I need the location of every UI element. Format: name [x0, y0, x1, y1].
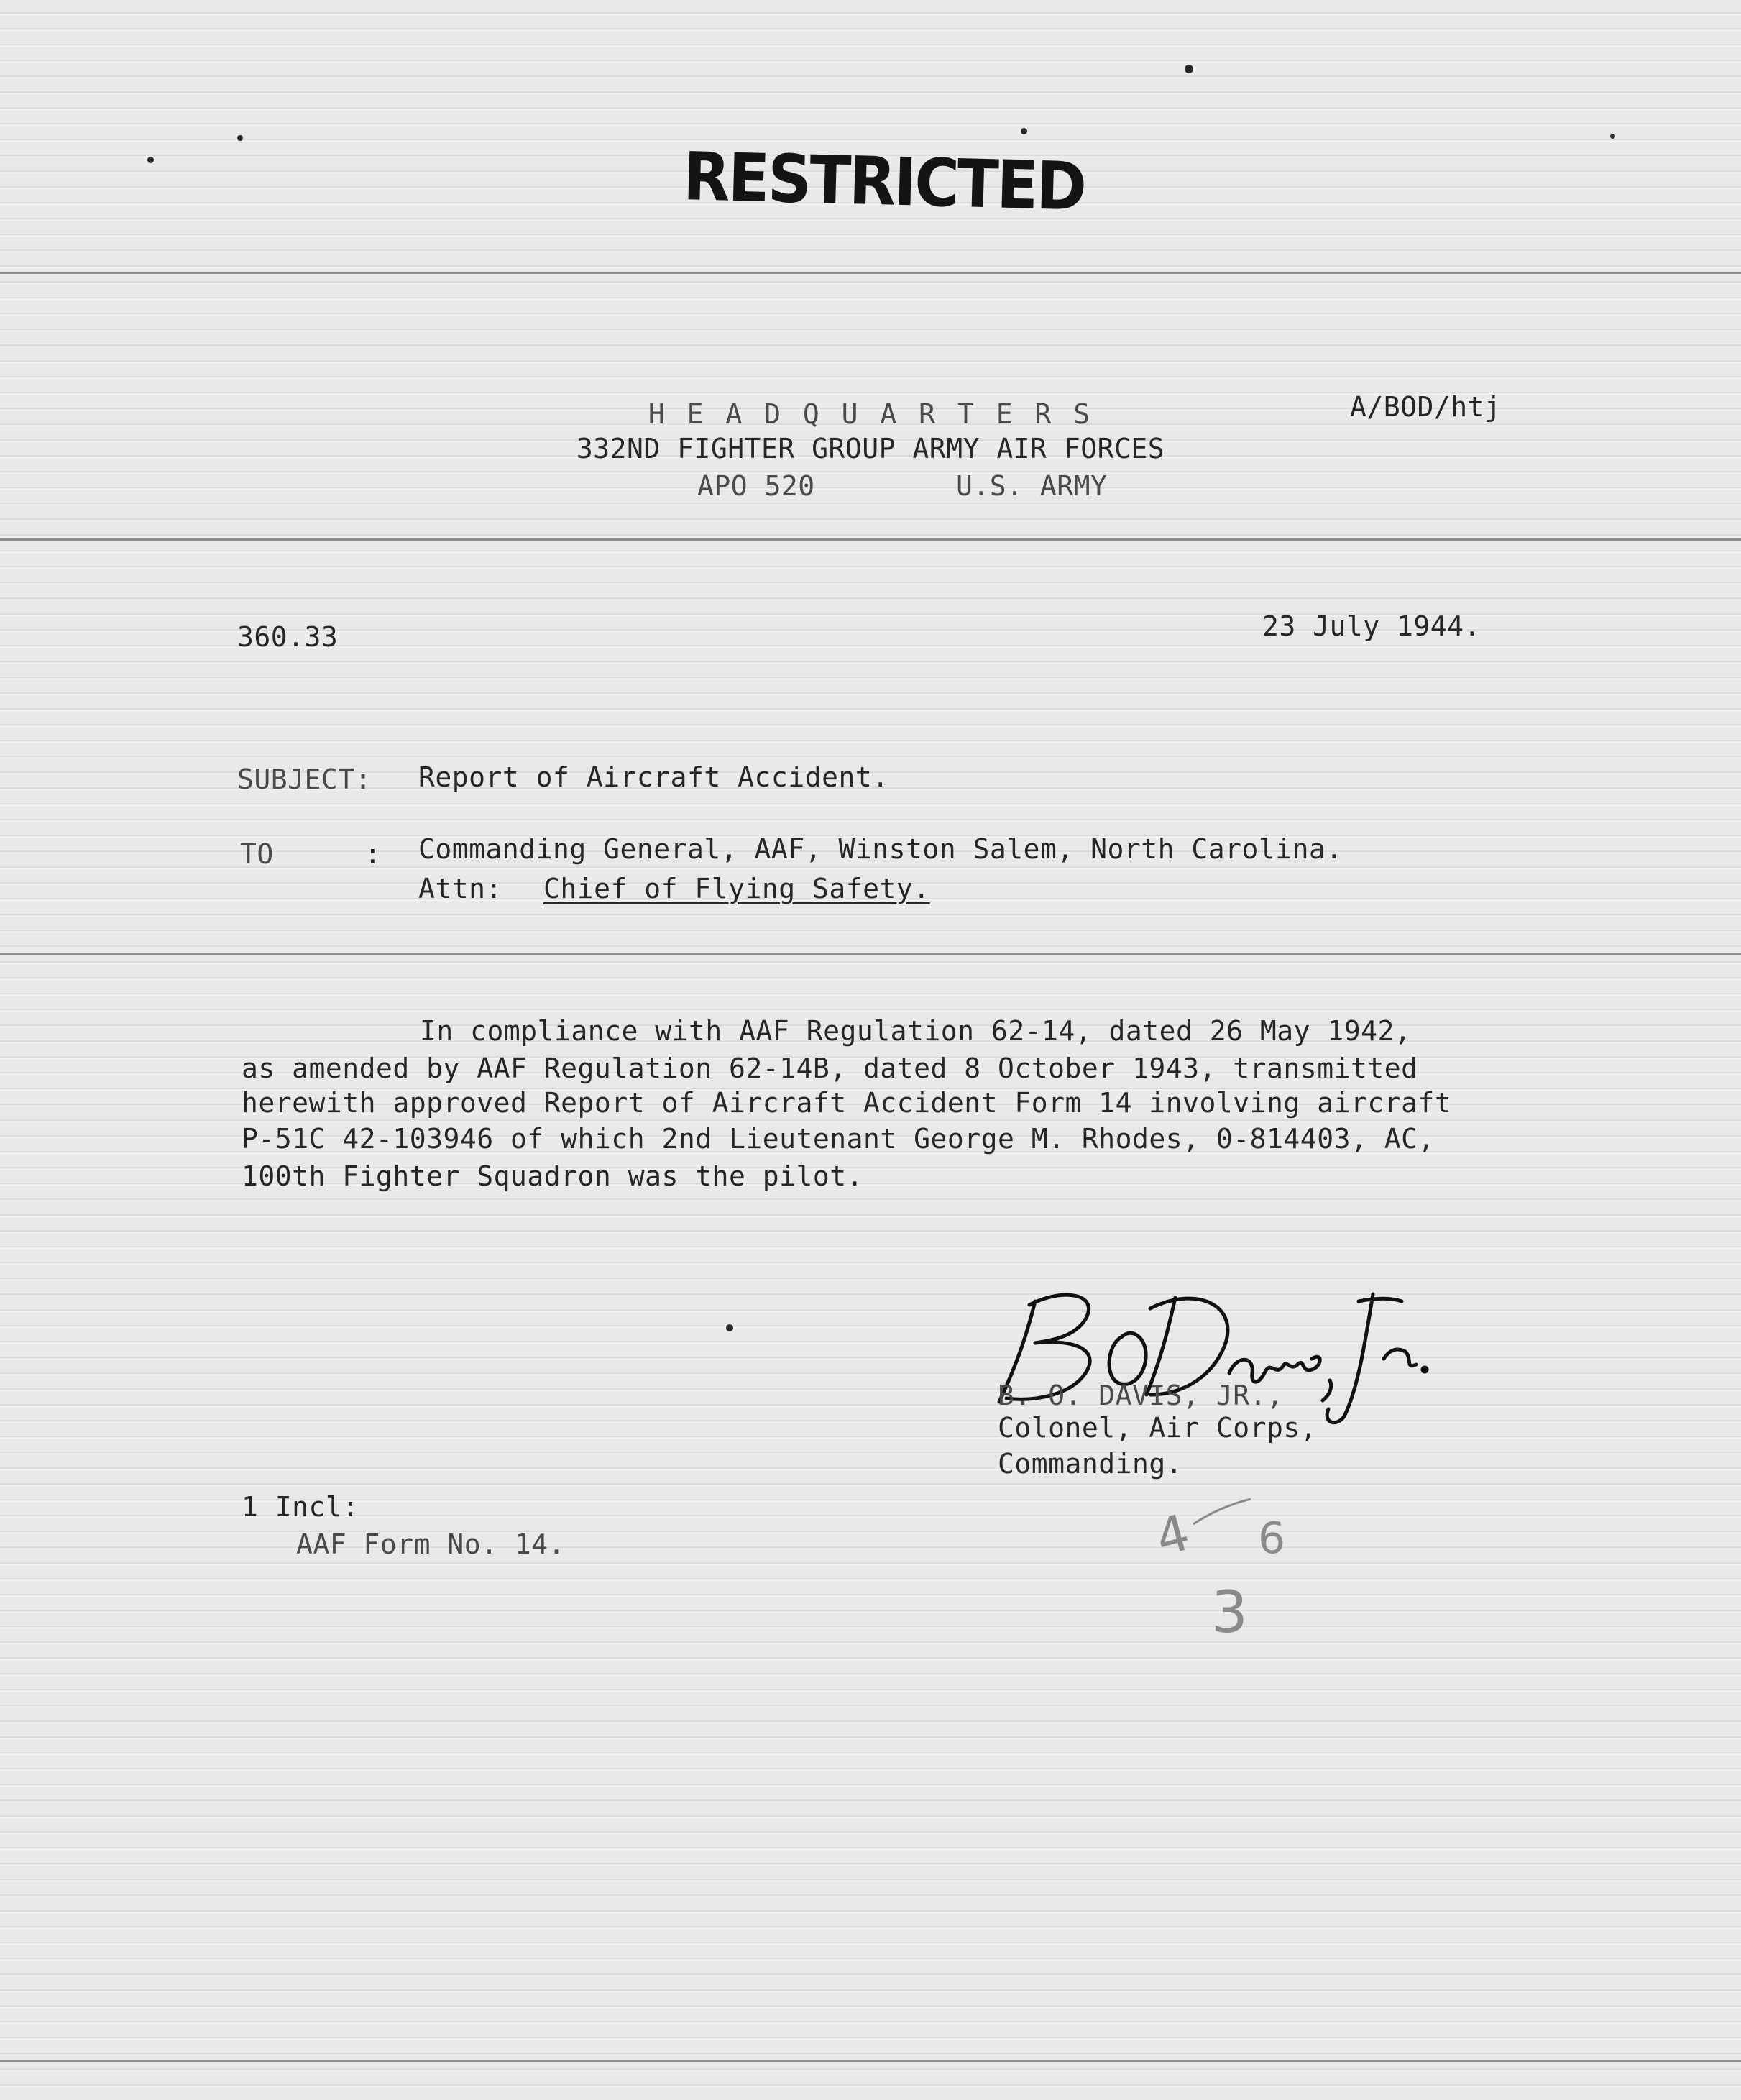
rule-header [0, 538, 1741, 541]
header-army: U.S. ARMY [956, 470, 1108, 502]
to-label: TO [240, 838, 274, 870]
rule-bottom [0, 2060, 1741, 2062]
body-line-1: In compliance with AAF Regulation 62-14, dated 26 May 1942, [420, 1015, 1412, 1047]
subject-value: Report of Aircraft Accident. [418, 761, 889, 793]
header-line-2: 332ND FIGHTER GROUP ARMY AIR FORCES [576, 433, 1165, 464]
attn-value: Chief of Flying Safety. [543, 873, 930, 904]
header-apo: APO 520 [697, 470, 815, 502]
reference-code: A/BOD/htj [1350, 391, 1502, 423]
attn-label: Attn: [418, 873, 502, 904]
subject-label: SUBJECT: [237, 764, 372, 795]
speck [1185, 65, 1193, 73]
svg-text:3: 3 [1211, 1579, 1248, 1646]
speck [1021, 128, 1027, 134]
header-line-1: H E A D Q U A R T E R S [648, 398, 1093, 430]
enclosure-item: AAF Form No. 14. [296, 1528, 566, 1560]
rule-mid [0, 953, 1741, 955]
pencil-notation [1143, 1495, 1315, 1654]
signer-rank: Colonel, Air Corps, [998, 1412, 1318, 1444]
signer-name: B. O. DAVIS, JR., [998, 1380, 1284, 1411]
file-number: 360.33 [237, 621, 339, 653]
signer-role: Commanding. [998, 1448, 1183, 1480]
speck [147, 157, 154, 163]
restricted-stamp: RESTRICTED [682, 138, 1086, 226]
body-line-2: as amended by AAF Regulation 62-14B, dated 8 October 1943, transmitted [242, 1053, 1418, 1084]
speck [237, 135, 243, 141]
to-value: Commanding General, AAF, Winston Salem, North Carolina. [418, 833, 1343, 865]
body-line-3: herewith approved Report of Aircraft Accident Form 14 involving aircraft [242, 1087, 1452, 1119]
to-colon: : [364, 838, 382, 870]
speck [726, 1324, 733, 1331]
speck [1610, 134, 1615, 139]
letter-date: 23 July 1944. [1262, 610, 1481, 642]
svg-text:6: 6 [1258, 1513, 1286, 1564]
body-line-5: 100th Fighter Squadron was the pilot. [242, 1160, 863, 1192]
body-line-4: P-51C 42-103946 of which 2nd Lieutenant George M. Rhodes, 0-814403, AC, [242, 1123, 1435, 1155]
rule-top [0, 272, 1741, 274]
enclosure-count: 1 Incl: [242, 1491, 359, 1523]
svg-text:4: 4 [1149, 1503, 1196, 1568]
